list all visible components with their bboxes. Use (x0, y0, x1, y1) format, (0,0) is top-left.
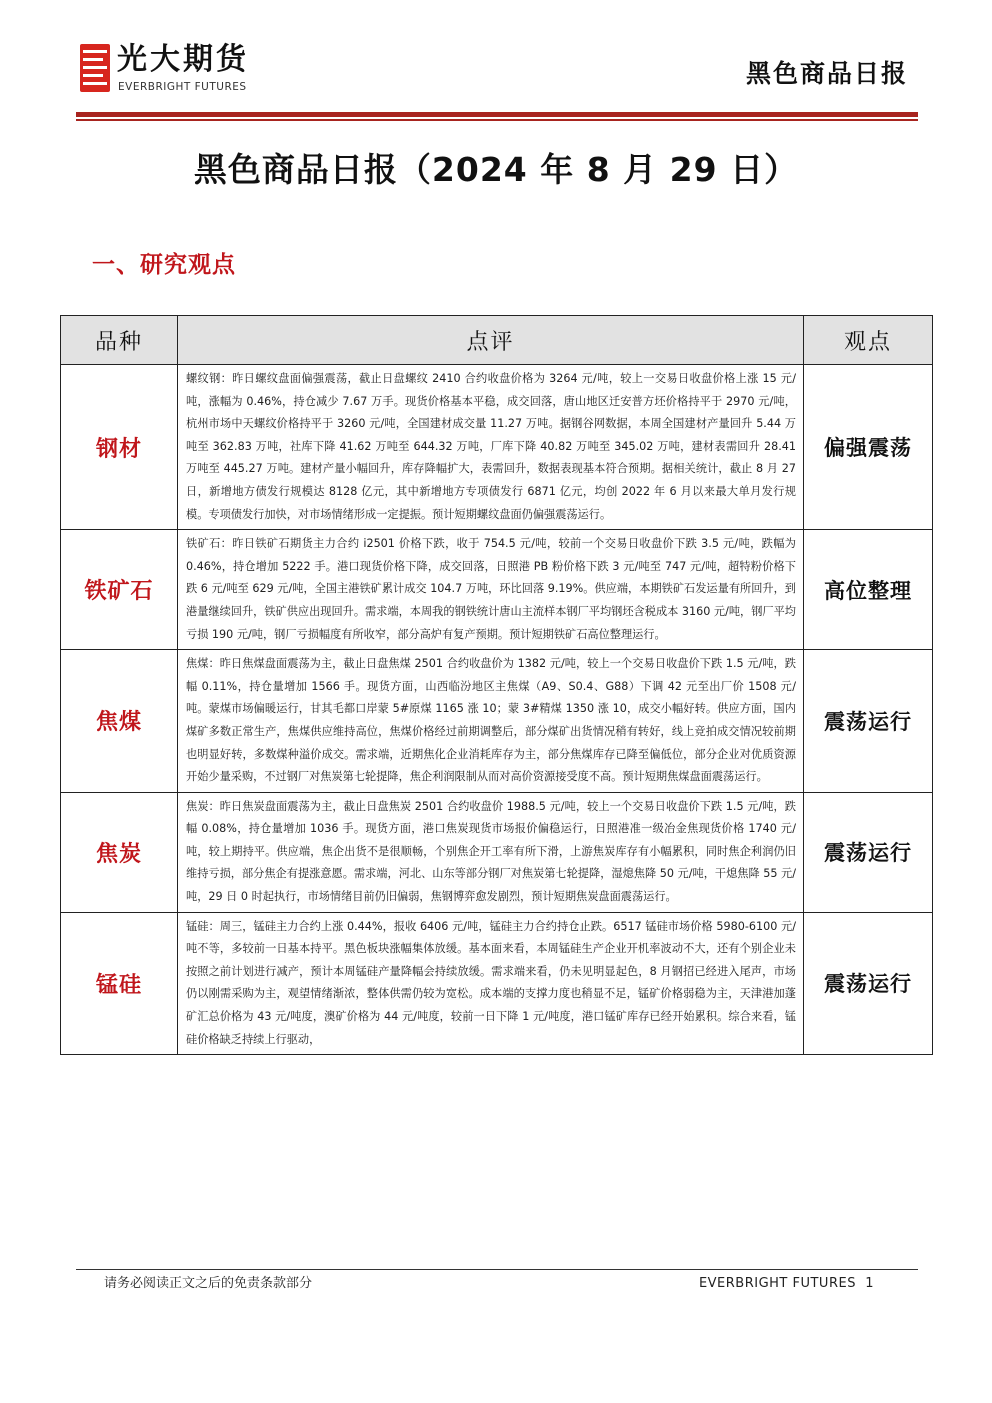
variety-cell: 钢材 (61, 365, 178, 530)
variety-cell: 焦炭 (61, 792, 178, 912)
document-title: 黑色商品日报（2024 年 8 月 29 日） (193, 150, 799, 189)
comment-cell: 螺纹钢：昨日螺纹盘面偏强震荡，截止日盘螺纹 2410 合约收盘价格为 3264 元/吨，较上一交易日收盘价格上涨 15 元/吨，涨幅为 0.46%，持仓减少 7.67 万手。现货价格基本平稳，成交回落，唐山地区迁安普方坯价格持平于 2970 元/吨，杭州市场中天螺纹价格持平于 3260 元/吨，全国建材成交量 11.27 万吨。据钢谷网数据，本周全国建材产量回升 5.44 万吨至 362.83 万吨，社库下降 41.62 万吨至 644.32 万吨，厂库下降 40.82 万吨至 345.02 万吨，建材表需回升 28.41 万吨至 445.27 万吨。建材产量小幅回升，库存降幅扩大，表需回升，数据表现基本符合预期。据相关统计，截止 8 月 27 日，新增地方债发行规模达 8128 亿元，其中新增地方专项债发行 6871 亿元，均创 2022 年 6 月以来最大单月发行规模。专项债发行加快，对市场情绪形成一定提振。预计短期螺纹盘面仍偏强震荡运行。 (178, 365, 804, 530)
table-row-coke (61, 792, 933, 912)
comment-cell: 焦煤：昨日焦煤盘面震荡为主，截止日盘焦煤 2501 合约收盘价为 1382 元/吨，较上一个交易日收盘价下跌 1.5 元/吨，跌幅 0.11%，持仓量增加 1566 手。现货方面，山西临汾地区主焦煤（A9、S0.4、G88）下调 42 元至出厂价 1508 元/吨。蒙煤市场偏暖运行，甘其毛都口岸蒙 5#原煤 1165 涨 10；蒙 3#精煤 1350 涨 10，成交小幅好转。供应方面，国内煤矿多数正常生产，焦煤供应维持高位，焦煤价格经过前期调整后，部分煤矿出货情况稍有转好，线上竞拍成交情况较前期也明显好转，多数煤种溢价成交。需求端，近期焦化企业消耗库存为主，部分焦煤库存已降至偏低位，部分企业对优质资源开始少量采购，不过钢厂对焦炭第七轮提降，焦企利润限制从而对高价资源接受度不高。预计短期焦煤盘面震荡运行。 (178, 650, 804, 793)
comment-cell: 铁矿石：昨日铁矿石期货主力合约 i2501 价格下跌，收于 754.5 元/吨，较前一个交易日收盘价下跌 3.5 元/吨，跌幅为 0.46%，持仓增加 5222 手。港口现货价格下降，成交回落，日照港 PB 粉价格下跌 3 元/吨至 747 元/吨，超特粉价格下跌 6 元/吨至 629 元/吨，全国主港铁矿累计成交 104.7 万吨，环比回落 9.19%。供应端，本期铁矿石发运量有所回升，到港量继续回升，铁矿供应出现回升。需求端，本周我的钢铁统计唐山主流样本钢厂平均钢坯含税成本 3160 元/吨，钢厂平均亏损 190 元/吨，钢厂亏损幅度有所收窄，部分高炉有复产预期。预计短期铁矿石高位整理运行。 (178, 530, 804, 650)
table-row-coking-coal (61, 650, 933, 793)
header-divider-thin (76, 119, 918, 121)
view-cell: 震荡运行 (804, 792, 933, 912)
section-heading: 一、研究观点 (92, 252, 236, 278)
variety-cell: 焦煤 (61, 650, 178, 793)
page-header (0, 0, 992, 125)
header-view: 观点 (804, 316, 933, 365)
table-header-row (61, 316, 933, 365)
header-variety: 品种 (61, 316, 178, 365)
table-row-steel (61, 365, 933, 530)
research-views-table (60, 315, 933, 1055)
company-logo (80, 42, 280, 97)
footer-company-page (699, 1275, 874, 1293)
variety-cell: 锰硅 (61, 912, 178, 1055)
view-cell: 偏强震荡 (804, 365, 933, 530)
view-cell: 高位整理 (804, 530, 933, 650)
footer-divider (76, 1269, 918, 1270)
variety-cell: 铁矿石 (61, 530, 178, 650)
comment-cell: 锰硅：周三，锰硅主力合约上涨 0.44%，报收 6406 元/吨，锰硅主力合约持仓止跌。6517 锰硅市场价格 5980-6100 元/吨不等，多较前一日基本持平。黑色板块涨幅集体放缓。基本面来看，本周锰硅生产企业开机率波动不大，还有个别企业未按照之前计划进行减产，预计本周锰硅产量降幅会持续放缓。需求端来看，仍未见明显起色，8 月钢招已经进入尾声，市场仍以刚需采购为主，观望情绪渐浓，整体供需仍较为宽松。成本端的支撑力度也稍显不足，锰矿价格弱稳为主，天津港加蓬矿汇总价格为 43 元/吨度，澳矿价格为 44 元/吨度，较前一日下降 1 元/吨度，港口锰矿库存已经开始累积。综合来看，锰硅价格缺乏持续上行驱动， (178, 912, 804, 1055)
table-row-silicomanganese (61, 912, 933, 1055)
page-number: 1 (865, 1276, 874, 1291)
logo-chinese-name: 光大期货 (117, 42, 249, 77)
view-cell: 震荡运行 (804, 912, 933, 1055)
footer-company: EVERBRIGHT FUTURES (698, 1276, 856, 1291)
header-report-name: 黑色商品日报 (745, 59, 908, 88)
table-row-iron-ore (61, 530, 933, 650)
view-cell: 震荡运行 (804, 650, 933, 793)
header-comment: 点评 (178, 316, 804, 365)
comment-cell: 焦炭：昨日焦炭盘面震荡为主，截止日盘焦炭 2501 合约收盘价 1988.5 元/吨，较上一个交易日收盘价下跌 1.5 元/吨，跌幅 0.08%，持仓量增加 1036 手。现货方面，港口焦炭现货市场报价偏稳运行，日照港准一级冶金焦现货价格 1740 元/吨，较上期持平。供应端，焦企出货不是很顺畅，个别焦企开工率有所下滑，上游焦炭库存有小幅累积，同时焦企利润仍旧维持亏损，部分焦企有提涨意愿。需求端，河北、山东等部分钢厂对焦炭第七轮提降，湿熄焦降 50 元/吨，干熄焦降 55 元/吨，29 日 0 时起执行，市场情绪目前仍旧偏弱，焦钢博弈愈发剧烈，预计短期焦炭盘面震荡运行。 (178, 792, 804, 912)
logo-english-name: EVERBRIGHT FUTURES (118, 81, 247, 93)
footer-disclaimer: 请务必阅读正文之后的免责条款部分 (104, 1276, 313, 1291)
header-divider-thick (76, 112, 918, 117)
everbright-logo-icon (80, 44, 110, 92)
